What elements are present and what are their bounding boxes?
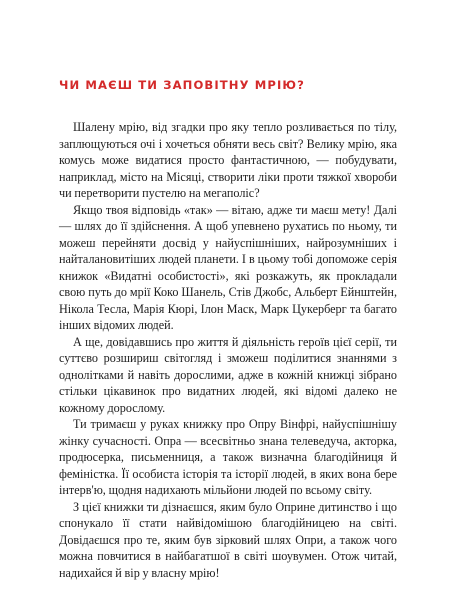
paragraph-4: Ти тримаєш у руках книжку про Опру Вінфрі, найуспішнішу жінку сучасності. Опра — всесвітньо знана телеведуча, акторка, продюсерка, письменниця, а також визначна благодійниця й феміністка. Її особиста історія та історії людей, в яких вона бере інтерв'ю, щодня надихають мільйони людей по всьому світу. — [59, 417, 397, 497]
paragraph-5: З цієї книжки ти дізнаєшся, яким було Оприне дитинство і що спонукало її стати найвідомішою благодійницею на світі. Довідаєшся про те, яким був зірковий шлях Опри, а також чого можна повчитися в найбагатшої в світі шоувумен. Отож читай, надихайся й вір у власну мрію! — [59, 499, 397, 580]
paragraph-3: А ще, довідавшись про життя й діяльність героїв цієї серії, ти суттєво розшириш світогляд і зможеш поділитися знаннями з однолітками й навіть дорослими, адже в кожній книжці зібрано стільки цікавинок про видатних людей, які відомі далеко не кожному дорослому. — [59, 334, 397, 415]
paragraph-1: Шалену мрію, від згадки про яку тепло розливається по тілу, заплющуються очі і хочеться обняти весь світ? Велику мрію, яка комусь може видатися просто фантастичною, — побудувати, наприклад, місто на Місяці, створити ліки проти тяжкої хвороби чи перетворити пустелю на мегаполіс? — [59, 120, 397, 200]
paragraph-2: Якщо твоя відповідь «так» — вітаю, адже ти маєш мету! Далі — шлях до її здійснення. А щоб упевнено рухатись по ньому, ти можеш перейняти досвід у найуспішніших, найрозумніших і найталановитіших людей планети. І в цьому тобі допоможе серія книжок «Видатні особистості», які розкажуть, як прокладали свою путь до мрії Коко Шанель, Стів Джобс, Альберт Ейнштейн, Нікола Тесла, Марія Кюрі, Ілон Маск, Марк Цукерберг та багато інших відомих людей. — [59, 202, 397, 332]
page-heading: ЧИ МАЄШ ТИ ЗАПОВІТНУ МРІЮ? — [59, 78, 305, 92]
body-text — [59, 119, 397, 581]
